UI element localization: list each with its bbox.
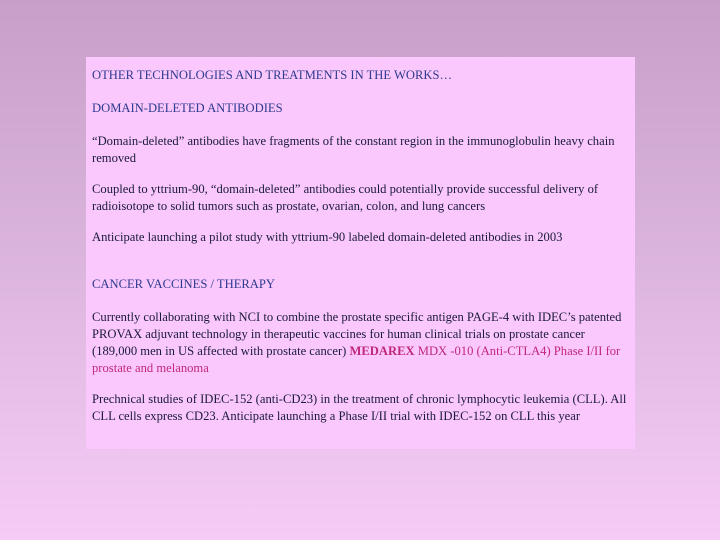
paragraph-pilot-study: Anticipate launching a pilot study with yttrium-90 labeled domain-deleted antibodies in 2003 <box>92 230 563 244</box>
slide-content-panel <box>86 57 635 449</box>
section-heading-domain-deleted: DOMAIN-DELETED ANTIBODIES <box>92 101 283 115</box>
paragraph-idec-152: Prechnical studies of IDEC-152 (anti-CD23) in the treatment of chronic lymphocytic leukemia (CLL). All CLL cells express CD23. Anticipate launching a Phase I/II trial with IDEC-152 on CLL this year <box>92 392 627 423</box>
medarex-label: MEDAREX <box>349 344 415 358</box>
mdx-010-text: MDX -010 (Anti-CTLA4) Phase I/II for prostate and melanoma <box>92 344 621 375</box>
nci-collaboration-text: Currently collaborating with NCI to combine the prostate specific antigen PAGE-4 with IDEC’s patented PROVAX adjuvant technology in therapeutic vaccines for human clinical trials on prostate cancer (189,000 men in US affected with prostate cancer) <box>92 310 622 358</box>
paragraph-domain-deleted-definition: “Domain-deleted” antibodies have fragments of the constant region in the immunoglobulin heavy chain removed <box>92 134 615 165</box>
slide-title: OTHER TECHNOLOGIES AND TREATMENTS IN THE WORKS… <box>92 68 453 82</box>
paragraph-nci-collaboration <box>92 309 629 377</box>
paragraph-yttrium-delivery: Coupled to yttrium-90, “domain-deleted” antibodies could potentially provide successful delivery of radioisotope to solid tumors such as prostate, ovarian, colon, and lung cancers <box>92 182 599 213</box>
section-heading-cancer-vaccines: CANCER VACCINES / THERAPY <box>92 277 275 291</box>
